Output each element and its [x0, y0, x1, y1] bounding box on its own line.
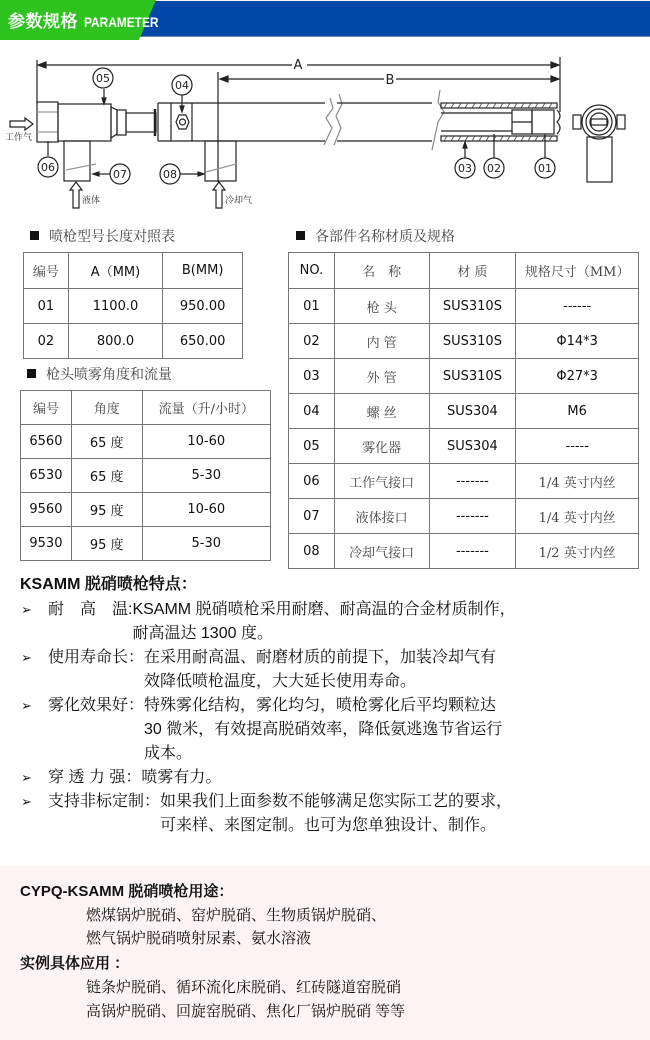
table-cell: 冷却气接口	[334, 534, 429, 569]
table-row	[289, 324, 639, 359]
table-cell: -------	[429, 464, 516, 499]
usage-line: 燃煤锅炉脱硝、窑炉脱硝、生物质锅炉脱硝、	[86, 907, 387, 924]
table-cell: 角度	[71, 391, 142, 425]
table-cell: -------	[429, 534, 516, 569]
feature-label: 穿 透 力 强：	[48, 769, 142, 786]
feature-label: 使用寿命长：	[48, 649, 145, 666]
table-cell: 08	[289, 534, 335, 569]
table-cell: NO.	[289, 253, 335, 289]
arrow-bullet-icon: ➢	[21, 650, 32, 665]
table-row	[289, 534, 639, 569]
callout-08: 08	[163, 168, 177, 181]
features-section	[20, 572, 640, 838]
table-row	[24, 324, 243, 359]
table-cell: 95 度	[71, 527, 142, 561]
table-cell: SUS310S	[429, 324, 516, 359]
dimension-a-label: A	[293, 58, 303, 73]
spray-gun-drawing	[0, 48, 650, 218]
callout-07: 07	[113, 168, 127, 181]
table-cell: 65 度	[71, 425, 142, 459]
table-cell: 枪 头	[334, 289, 429, 324]
feature-item: ➢ 使用寿命长： 在采用耐高温、耐磨材质的前提下，加装冷却气有 效降低喷枪温度，大大延长使用寿命。	[20, 646, 640, 694]
table-cell: 10-60	[142, 493, 270, 527]
usage-line: 燃气锅炉脱硝喷射尿素、氨水溶液	[86, 930, 312, 947]
table-cell: Φ27*3	[516, 359, 639, 394]
table-cell: 1/2 英寸内丝	[516, 534, 639, 569]
liquid-label: 液体	[82, 196, 101, 206]
usage-section	[0, 866, 650, 1040]
table-cell: SUS304	[429, 394, 516, 429]
table-header-row	[24, 253, 243, 289]
table-row	[21, 459, 271, 493]
table-cell: 1/4 英寸内丝	[516, 464, 639, 499]
table-cell: 雾化器	[334, 429, 429, 464]
arrow-bullet-icon: ➢	[21, 770, 32, 785]
callout-06: 06	[41, 161, 55, 174]
table-cell: 04	[289, 394, 335, 429]
table-cell: -------	[429, 499, 516, 534]
table-header-row	[21, 391, 271, 425]
table-row	[289, 429, 639, 464]
header-cell: 编号	[24, 253, 69, 289]
table-cell: 65 度	[71, 459, 142, 493]
table-cell: 05	[289, 429, 335, 464]
table-row	[21, 527, 271, 561]
table-cell: 1100.0	[68, 289, 163, 324]
table-cell: 03	[289, 359, 335, 394]
table-cell: 800.0	[68, 324, 163, 359]
table-cell: 9560	[21, 493, 72, 527]
length-table	[23, 252, 243, 359]
table-cell: 流量（升/小时）	[142, 391, 270, 425]
header-cell: B(MM)	[163, 253, 243, 289]
feature-item: ➢ 穿 透 力 强： 喷雾有力。	[20, 766, 640, 790]
table-row	[289, 359, 639, 394]
table-cell: SUS310S	[429, 289, 516, 324]
table-cell: 9530	[21, 527, 72, 561]
arrow-bullet-icon: ➢	[21, 602, 32, 617]
parts-table	[288, 252, 639, 569]
table-cell: 材 质	[429, 253, 516, 289]
callout-03: 03	[458, 162, 472, 175]
table-cell: 内 管	[334, 324, 429, 359]
table-cell: 95 度	[71, 493, 142, 527]
table-cell: 5-30	[142, 527, 270, 561]
feature-item: ➢ 支持非标定制： 如果我们上面参数不能够满足您实际工艺的要求， 可来样、来图定制。也可为您单独设计、制作。	[20, 790, 640, 838]
feature-label: 雾化效果好：	[48, 697, 145, 714]
table-cell: 螺 丝	[334, 394, 429, 429]
table-cell: SUS310S	[429, 359, 516, 394]
callout-01: 01	[538, 162, 552, 175]
table-cell: 07	[289, 499, 335, 534]
example-line: 高锅炉脱硝、回旋窑脱硝、焦化厂锅炉脱硝 等等	[86, 1003, 406, 1020]
callout-05: 05	[96, 72, 110, 85]
banner-title	[8, 7, 172, 32]
table-cell: 01	[289, 289, 335, 324]
table-cell: SUS304	[429, 429, 516, 464]
table-row	[289, 289, 639, 324]
section-banner	[0, 0, 650, 40]
dimension-b-label: B	[385, 73, 395, 88]
table-cell: 950.00	[163, 289, 243, 324]
table-cell: 1/4 英寸内丝	[516, 499, 639, 534]
table-cell: 编号	[21, 391, 72, 425]
table-cell: 01	[24, 289, 69, 324]
table-cell: 10-60	[142, 425, 270, 459]
table-row	[289, 464, 639, 499]
bullet-square-icon	[296, 231, 305, 240]
work-gas-label: 工作气	[5, 133, 33, 143]
banner-title-cn: 参数规格	[8, 12, 78, 32]
table-cell: 6560	[21, 425, 72, 459]
table-cell: 5-30	[142, 459, 270, 493]
feature-label: 耐 高 温:	[48, 601, 133, 618]
callout-04: 04	[175, 79, 189, 92]
table-cell: 6530	[21, 459, 72, 493]
table-row	[21, 493, 271, 527]
bullet-square-icon	[27, 369, 36, 378]
table-cell: 06	[289, 464, 335, 499]
length-table-title: 喷枪型号长度对照表	[30, 226, 175, 246]
feature-item: ➢ 耐 高 温: KSAMM 脱硝喷枪采用耐磨、耐高温的合金材质制作， 耐高温达 1300 度。	[20, 598, 640, 646]
table-cell: ------	[516, 289, 639, 324]
table-cell: 02	[24, 324, 69, 359]
features-heading: KSAMM 脱硝喷枪特点：	[20, 576, 197, 593]
arrow-bullet-icon: ➢	[21, 794, 32, 809]
usage-heading: CYPQ-KSAMM 脱硝喷枪用途：	[20, 883, 234, 900]
table-cell: 02	[289, 324, 335, 359]
table-cell: 外 管	[334, 359, 429, 394]
table-cell: 规格尺寸（MM）	[516, 253, 639, 289]
banner-title-en: PARAMETER	[84, 14, 159, 30]
table-cell: -----	[516, 429, 639, 464]
bullet-square-icon	[30, 231, 39, 240]
arrow-bullet-icon: ➢	[21, 698, 32, 713]
table-cell: Φ14*3	[516, 324, 639, 359]
cooling-gas-label: 冷却气	[225, 196, 253, 206]
callout-02: 02	[487, 162, 501, 175]
table-cell: 650.00	[163, 324, 243, 359]
table-row	[24, 289, 243, 324]
feature-item: ➢ 雾化效果好： 特殊雾化结构，雾化均匀，喷枪雾化后平均颗粒达 30 微米，有效提高脱硝效率，降低氨逃逸节省运行 成本。	[20, 694, 640, 766]
parts-table-title: 各部件名称材质及规格	[296, 226, 455, 246]
table-cell: 工作气接口	[334, 464, 429, 499]
examples-heading: 实例具体应用 ：	[20, 955, 130, 972]
feature-label: 支持非标定制：	[48, 793, 161, 810]
table-cell: M6	[516, 394, 639, 429]
table-header-row	[289, 253, 639, 289]
table-row	[289, 394, 639, 429]
header-cell: A（MM)	[68, 253, 163, 289]
table-cell: 名 称	[334, 253, 429, 289]
table-row	[21, 425, 271, 459]
spray-table	[20, 390, 271, 561]
example-line: 链条炉脱硝、循环流化床脱硝、红砖隧道窑脱硝	[86, 979, 402, 996]
spray-table-title: 枪头喷雾角度和流量	[27, 364, 172, 384]
table-cell: 液体接口	[334, 499, 429, 534]
table-row	[289, 499, 639, 534]
